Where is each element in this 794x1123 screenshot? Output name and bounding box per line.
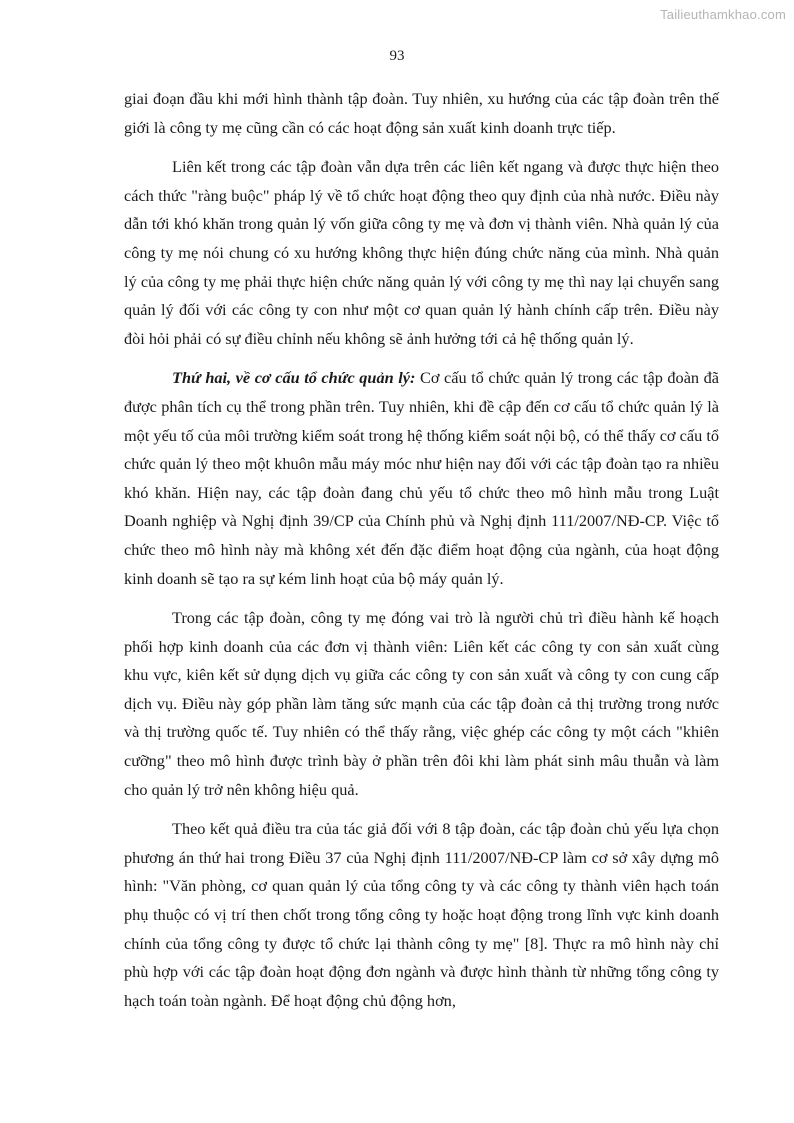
- paragraph-1-text: giai đoạn đầu khi mới hình thành tập đoàn. Tuy nhiên, xu hướng của các tập đoàn trên thế giới là công ty mẹ cũng cần có các hoạt động sản xuất kinh doanh trực tiếp.: [124, 89, 719, 137]
- watermark-text: Tailieuthamkhao.com: [660, 7, 786, 22]
- paragraph-3: [124, 364, 719, 593]
- document-body: [124, 85, 719, 1026]
- paragraph-4: [124, 604, 719, 804]
- paragraph-3-text: Cơ cấu tổ chức quản lý trong các tập đoàn đã được phân tích cụ thể trong phần trên. Tuy nhiên, khi đề cập đến cơ cấu tổ chức quản lý là một yếu tố của môi trường kiểm soát trong hệ thống kiểm soát nội bộ, có thể thấy cơ cấu tổ chức quản lý theo một khuôn mẫu máy móc như hiện nay đối với các tập đoàn tạo ra nhiều khó khăn. Hiện nay, các tập đoàn đang chủ yếu tổ chức theo mô hình mẫu trong Luật Doanh nghiệp và Nghị định 39/CP của Chính phủ và Nghị định 111/2007/NĐ-CP. Việc tổ chức theo mô hình này mà không xét đến đặc điểm hoạt động của ngành, của hoạt động kinh doanh sẽ tạo ra sự kém linh hoạt của bộ máy quản lý.: [124, 368, 720, 588]
- paragraph-5-text: Theo kết quả điều tra của tác giả đối với 8 tập đoàn, các tập đoàn chủ yếu lựa chọn phương án thứ hai trong Điều 37 của Nghị định 111/2007/NĐ-CP làm cơ sở xây dựng mô hình: "Văn phòng, cơ quan quản lý của tổng công ty và các công ty thành viên hạch toán phụ thuộc có vị trí then chốt trong tổng công ty hoặc hoạt động trong lĩnh vực kinh doanh chính của tổng công ty được tổ chức lại thành công ty mẹ" [8]. Thực ra mô hình này chỉ phù hợp với các tập đoàn hoạt động đơn ngành và được hình thành từ những tổng công ty hạch toán toàn ngành. Để hoạt động chủ động hơn,: [124, 819, 719, 1010]
- paragraph-3-lead-heading: Thứ hai, về cơ cấu tổ chức quản lý:: [172, 368, 416, 388]
- paragraph-5: [124, 815, 719, 1015]
- paragraph-2-text: Liên kết trong các tập đoàn vẫn dựa trên các liên kết ngang và được thực hiện theo cách thức "ràng buộc" pháp lý về tổ chức hoạt động theo quy định của nhà nước. Điều này dẫn tới khó khăn trong quản lý vốn giữa công ty mẹ và đơn vị thành viên. Nhà quản lý của công ty mẹ nói chung có xu hướng không thực hiện đúng chức năng của mình. Nhà quản lý của công ty mẹ phải thực hiện chức năng quản lý với công ty mẹ thì nay lại chuyển sang quản lý đối với các công ty con như một cơ quan quản lý hành chính cấp trên. Điều này đòi hỏi phải có sự điều chỉnh nếu không sẽ ảnh hưởng tới cả hệ thống quản lý.: [124, 157, 719, 348]
- page-number: 93: [389, 48, 405, 64]
- paragraph-4-text: Trong các tập đoàn, công ty mẹ đóng vai trò là người chủ trì điều hành kế hoạch phối hợp kinh doanh của các đơn vị thành viên: Liên kết các công ty con sản xuất cùng khu vực, kiên kết sử dụng dịch vụ giữa các công ty con sản xuất và công ty con cung cấp dịch vụ. Điều này góp phần làm tăng sức mạnh của các tập đoàn cả thị trường trong nước và thị trường quốc tế. Tuy nhiên có thể thấy rằng, việc ghép các công ty một cách "khiên cưỡng" theo mô hình được trình bày ở phần trên đôi khi làm phát sinh mâu thuẫn và làm cho quản lý trở nên không hiệu quả.: [124, 608, 719, 799]
- paragraph-1: [124, 85, 719, 142]
- paragraph-2: [124, 153, 719, 353]
